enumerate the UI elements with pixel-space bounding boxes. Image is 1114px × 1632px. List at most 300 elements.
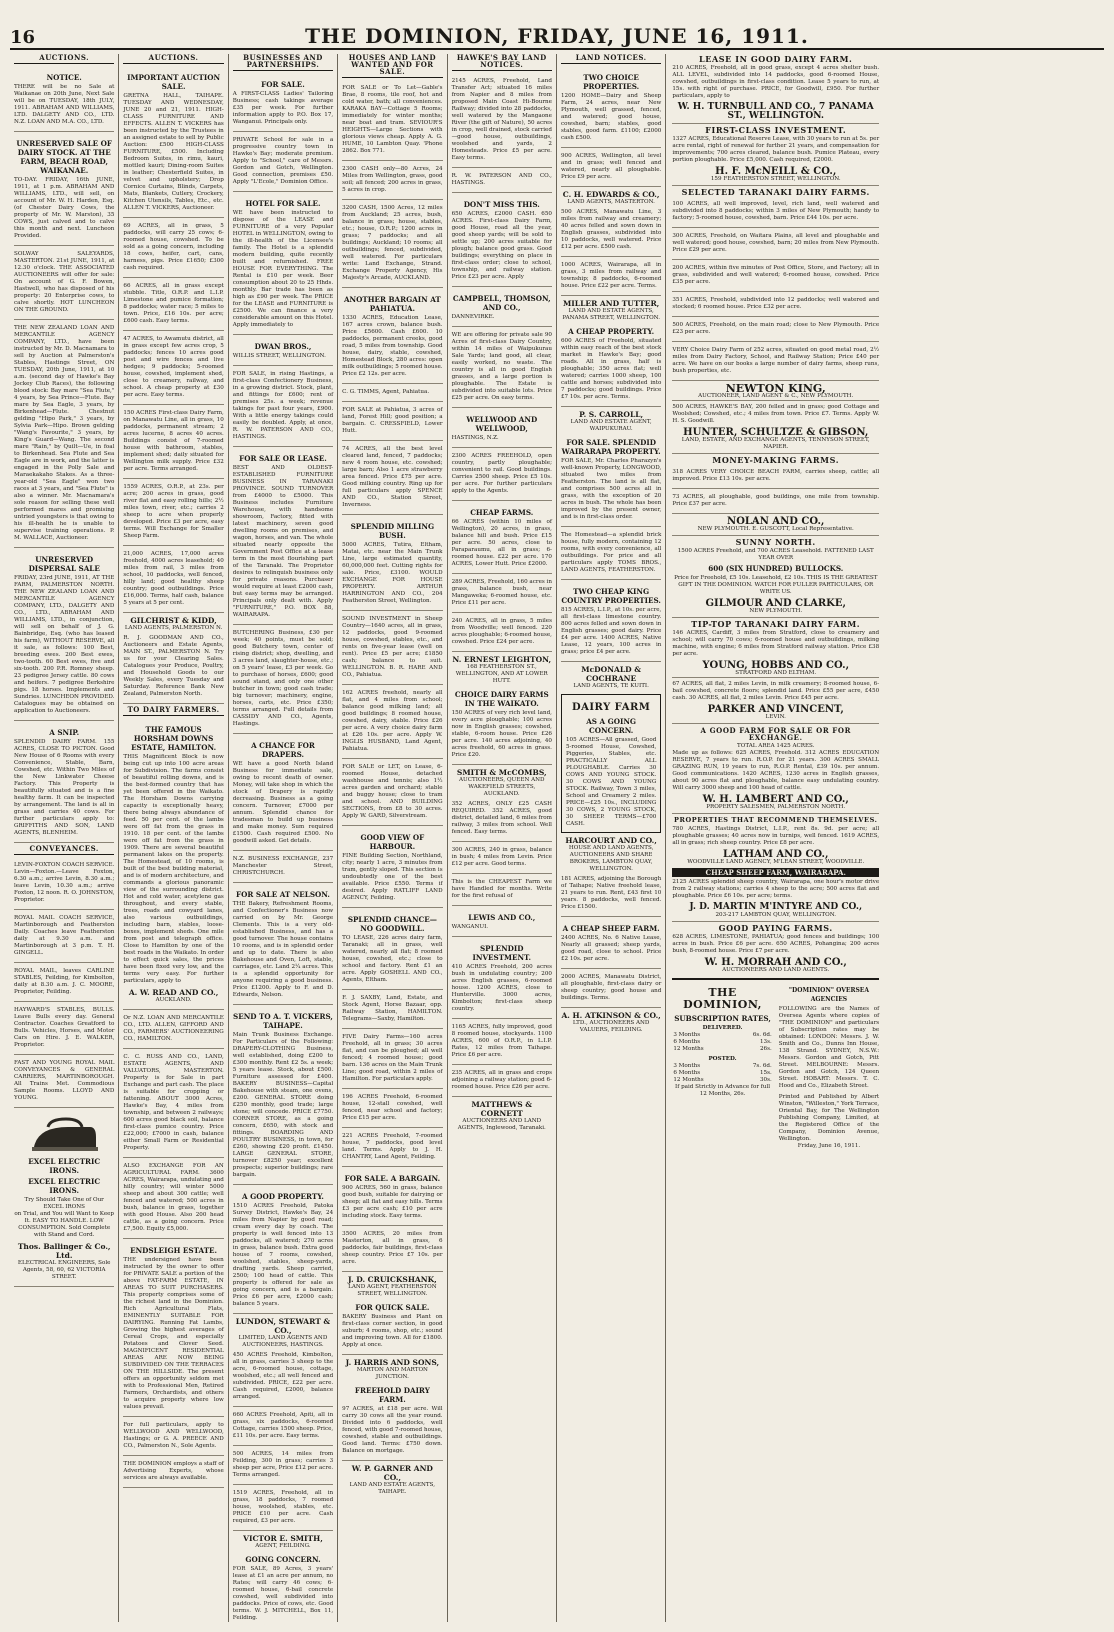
rate-row <box>672 1063 772 1070</box>
overseas-box <box>779 984 879 1150</box>
rate-period: 6 Months <box>673 1039 701 1045</box>
classified-ad <box>342 1298 442 1355</box>
gilmour-agent: GILMOUR AND CLARKE, <box>705 598 846 609</box>
classified-ad <box>14 723 114 843</box>
ad-body: 240 ACRES, all in grass, 5 miles from Woodville; well fenced. 220 acres ploughable; 6-roomed house, cowshed. Price £24 per acre. <box>451 618 552 645</box>
classified-ad <box>561 433 661 527</box>
ad-body: C. C. RUSS AND CO., LAND, ESTATE AGENTS, AND VALUATORS, MASTERTON. Property is for Sale in part Exchange and part cash. The place is suitable for cropping or fattening. ABOUT 3000 Acres, Hawke's Bay, 4 miles from township, and between 2 railways; 600 acres good black soil, balance first-class pumice country. Price £22,000; £7000 in cash, balance either Small Farm or Residential Property. <box>123 1054 224 1151</box>
agent-name: A. H. ATKINSON & CO., <box>561 1011 661 1020</box>
posted-note: If paid Strictly in Advance for full 12 Months, 26s. <box>675 1084 771 1097</box>
taranaki-heading: SELECTED TARANAKI DAIRY FARMS. <box>672 185 879 196</box>
ad-list <box>233 1349 333 1531</box>
column-right-land <box>666 54 885 1622</box>
classified-ad <box>123 220 223 278</box>
invest-body: 1327 ACRES, Educational Reserve Lease, with 30 years to run at 5s. per acre rental, right of renewal for further 21 years, and compensation for improvements; 700 acres cleared, balance bush. Pumice Plateau, every portion ploughable. Price £5,000. Cash required, £2000. <box>672 136 880 163</box>
column-auctions-2 <box>119 54 228 1622</box>
ad-body: F. J. SAXBY, Land, Estate, and Stock Agent, Horse Bazaar, opp. Railway Station, HAMILTON. Telegrams—Saxby, Hamilton. <box>342 995 443 1022</box>
agent-name: J. D. CRUICKSHANK, <box>348 1275 437 1284</box>
rate-row <box>672 1039 772 1046</box>
agent-address: LAND AND ESTATE AGENTS, TAIHAPE. <box>349 1482 436 1495</box>
ad-heading: HOTEL FOR SALE. <box>245 199 321 208</box>
ad-body: 196 ACRES Freehold, 6-roomed house, 12-stall cowshed, well fenced, near school and factory; Price £15 per acre. <box>342 1094 443 1121</box>
ad-body: This is the CHEAPEST Farm we have Handled for months. Write for the first refusal of <box>451 879 552 899</box>
ad-body: WE are offering for private sale 90 Acres of first-class Dairy Country, within 14 miles of Waipukurau Sale Yards; land good, all clear, easily worked, no waste. The country is all in good English grasses, and a large portion is ploughable. The Estate is subdivided into suitable lots. Price £25 per acre. On easy terms. <box>451 332 552 401</box>
classified-ad <box>342 290 442 384</box>
ad-body: 150 ACRES First-class Dairy Farm, on Manawatu Line, all in grass, 10 paddocks, permanent stream; 2 acres lucerne, 8 acres 40 acres. Buildings consist of 7-roomed house with bathroom, stables, implement shed; daily situated for Wellington milk supply. Price £32 per acre. Terms arranged. <box>123 410 224 472</box>
ad-body: 235 ACRES, all in grass and crops adjoining a railway station; good 6-roomed house. Price £26 per acre. <box>451 1070 552 1090</box>
ad-heading: FOR QUICK SALE. <box>355 1303 430 1312</box>
ad-heading: LEWIS AND CO., <box>468 913 536 922</box>
rate-period: 12 Months <box>673 1046 704 1052</box>
levin-body: 67 ACRES, all flat, 2 miles Levin, in milk creamery; 8-roomed house, 6-bail cowshed, concrete floors; splendid land. Price £55 per acre, £450 cash. 30 ACRES, all flat, 2 miles Levin. Price £45 per acre. <box>672 677 879 702</box>
recommend-heading: PROPERTIES THAT RECOMMEND THEMSELVES. <box>672 813 879 824</box>
classified-ad <box>561 322 661 407</box>
young-agent: YOUNG, HOBBS AND CO., <box>702 660 850 671</box>
classified-ad <box>342 386 442 402</box>
ad-body: BUTCHERING Business, £30 per week; 40 points, must be sold; good Butchery town, center of rising district; shop, dwelling, and 3 acres land, slaughter-house, etc.; on 5 years' lease, £3 per week. Go to purchase of horses, £600; good sound stand, and only one other butcher in town; good cash trade; big turnover; machinery, engine, horses, carts, etc. Price £350; terms arranged. Full details from CASSIDY AND CO., Agents, Hastings. <box>232 630 334 727</box>
column-heading: HOUSES AND LAND WANTED AND FOR SALE. <box>342 54 442 78</box>
column-heading: AUCTIONS. <box>123 54 223 64</box>
agent-address: LAND AND ESTATE AGENT, WAIPUKURAU. <box>570 419 652 432</box>
ad-heading: A SNIP. <box>49 728 80 737</box>
tiptop-heading: TIP-TOP TARANAKI DAIRY FARM. <box>672 617 879 628</box>
ad-body: GRETNA HALL, TAIHAPE. TUESDAY AND WEDNESDAY, JUNE 20 and 21, 1911. HIGH-CLASS FURNITURE AND EFFECTS. ALLEN T. VICKERS has been instructed by the Trustees in an assigned estate to sell by Public Auction: £500 HIGH-CLASS FURNITURE, £500. Including Bedroom Suites, in rimu, kauri, mottled kauri; Dining-room Suites in leather; Chesterfield Suites, in velvet and upholstery; Drop Cornice Curtains, Blinds, Carpets, Mats, Blankets, Cutlery, Crockery, Kitchen Utensils, Tables, Etc., etc. ALLEN T. VICKERS, Auctioneer. <box>123 93 224 211</box>
ad-body: 410 ACRES Freehold, 200 acres bush in undulating country; 200 acres English grasses, 6-roomed house. 1200 ACRES, close to Hunterville. 3000 acres, Kimbolton; first-class sheep country. <box>451 964 552 1012</box>
agent-address: AUCKLAND. <box>155 997 192 1003</box>
dairy-heading: TO DAIRY FARMERS. <box>123 706 223 716</box>
ad-body: TO-DAY. FRIDAY, 16th JUNE, 1911, at 1 p.m. ABRAHAM AND WILLIAMS, LTD., will sell, on account of Mr. W. H. Harden, Esq. (of Chester Dairy Cows, the property of Mr. W. Marston), 35 COWS, just calved and to calve this month and next. Luncheon Provided. <box>14 177 115 239</box>
agent-address: AUCTIONEERS AND LAND AGENTS, Inglewood, Taranaki. <box>457 1118 546 1131</box>
sunny-body-2: Price for Freehold, £5 10s. Leasehold, £2 10s. THIS IS THE GREATEST GIFT IN THE DOMINION. WATCH FOR FULLER PARTICULARS, OR WRITE US. <box>674 575 878 595</box>
good-farm-body: Made up as follows: 625 ACRES, Freehold. 312 ACRES EDUCATION RESERVE, 7 years to run. R.O.P. for 21 years. 300 ACRES SMALL GRAZING RUN, 19 years to run, R.O.P. Rental, £39 10s. per annum. Good communications. 1420 ACRES, 1230 acres in English grasses, about 90 acres flat and ploughable, balance easy undulating country. Will carry 3000 sheep and 100 head of cattle. <box>672 750 880 791</box>
agent-name: N. ERNEST LEIGHTON, <box>452 655 552 664</box>
ad-list <box>342 1381 442 1461</box>
classified-ad <box>342 443 442 515</box>
ad-heading: DWAN BROS., <box>254 342 312 351</box>
classified-ad <box>123 1051 223 1158</box>
money-heading: MONEY-MAKING FARMS. <box>672 453 879 464</box>
classified-ad <box>452 798 552 842</box>
invest-heading: FIRST-CLASS INVESTMENT. <box>672 123 879 134</box>
agent-name: A. W. READ AND CO., <box>128 988 219 997</box>
ad-body: 1330 ACRES, Education Lease, 167 acres crown, balance bush. Price £5600. Cash £600. 10 paddocks, permanent creeks, good road, 5 miles from township. Good house, dairy, stable, cowshed, Homestead Block, 280 acres: open milk outbuildings; 5 roomed house. Price £2 12s. per acre. <box>342 315 443 377</box>
agent-name: J. HARRIS AND SONS, <box>345 1358 440 1367</box>
classified-ad <box>233 449 333 625</box>
classified-ad <box>14 322 114 548</box>
posted-heading: POSTED. <box>708 1056 737 1062</box>
ad-body: 69 ACRES, all in grass, 5 paddocks, will carry 25 cows; 6-roomed house, cowshed. To be sold as a going concern, including 18 cows, heifer, cart, cans, harness, pigs. Price £1650; £300 cash required. <box>123 223 224 271</box>
lease-body: 210 ACRES, Freehold, all in good grass, except 4 acres shelter bush. ALL LEVEL, subdivided into 14 paddocks, good 6-roomed House, cowshed, outbuildings in first-class condition. Lease 5 years to run, at 15s. with right of purchase. PRICE, for Goodwill, £950. For further particulars, apply to <box>672 65 880 99</box>
ad-list <box>233 1550 333 1622</box>
delivered-rates-table <box>672 1032 772 1053</box>
column-heading: HAWKE'S BAY LAND NOTICES. <box>452 54 552 71</box>
ad-list <box>452 75 552 652</box>
ad-body: C. G. TIMMS, Agent, Pahiatua. <box>342 389 430 395</box>
ad-body: 3500 ACRES, 20 miles from Masterton, all in grass, 6 paddocks, fair buildings, first-class sheep country. Price £7 10s. per acre. <box>342 1231 443 1265</box>
rate-row <box>672 1046 772 1053</box>
posted-rates-table <box>672 1063 772 1084</box>
ad-body: 181 ACRES, adjoining the Borough of Taihape; Native freehold lease, 21 years to run. Rent, £43 first 10 years. 8 paddocks, well fenced. Price £1500. <box>560 876 662 910</box>
agent-address: LAND AGENT, FEATHERSTON STREET, WELLINGTON. <box>348 1284 437 1297</box>
classified-ad <box>561 873 661 917</box>
rate-period: 12 Months <box>673 1077 704 1083</box>
classified-ad <box>233 627 333 734</box>
morrah-address: AUCTIONEERS AND LAND AGENTS. <box>722 967 830 973</box>
ad-heading: FOR SALE. A BARGAIN. <box>344 1174 441 1183</box>
list-item: HAYWARD'S STABLES, BULLS. Leave Bulls every day. General Contractor. Coaches Greatford to Bulls. Vehicles, Horses, and Motor Cars on Hire. J. E. WALKER, Proprietor. <box>14 1004 114 1055</box>
iron-advert <box>14 1110 114 1287</box>
ad-body: 66 ACRES, all in grass except stubble. Title, O.R.P. and L.I.P. Limestone and pumice formation; 8 paddocks; water race; 5 miles to town. Price, £16 10s. per acre; £600 cash. Easy terms. <box>123 283 224 324</box>
ad-heading: TWO CHOICE PROPERTIES. <box>583 73 640 91</box>
ad-list <box>561 433 661 662</box>
ad-body: BEST AND OLDEST-ESTABLISHED FURNITURE BUSINESS IN TARANAKI PROVINCE. SOUND TURNOVER from £4000 to £5000. This Business includes Furniture Warehouse, with handsome showroom, Factory, fitted with latest machinery, seven good dwelling rooms on premises, and wagon, horses, and van. The whole situated nearly opposite the Government Post Office at a lease term in the most flourishing part of the Taranaki. The Proprietor desires to relinquish business only for private reasons. Purchaser would require at least £2000 cash, but easy terms may be arranged. Principals only dealt with. Apply "FURNITURE," P.O. BOX 88, WAIRARAPA. <box>232 465 334 618</box>
classified-ad <box>452 908 552 937</box>
ad-heading: FOR SALE AT NELSON. <box>236 890 330 899</box>
column-houses-land <box>338 54 447 1622</box>
classified-ad <box>342 404 442 441</box>
ad-body: WILLIS STREET, WELLINGTON. <box>232 353 326 359</box>
ad-body: 600 ACRES of Freehold, situated within easy reach of the best stock market in Hawke's Bay; good roads. All in grass, half is ploughable; 350 acres flat; well watered; carries 1000 sheep, 100 cattle and horses; subdivided into 7 paddocks; good buildings. Price £7 10s. per acre. Terms. <box>560 338 662 400</box>
ad-body: WANGANUI. <box>451 924 489 930</box>
rate-row <box>672 1070 772 1077</box>
ad-body: 1165 ACRES, fully improved, good 8 roomed house, stockyards. 1100 ACRES, 600 of O.R.P., in L.I.P. Rates, 12 miles from Taihape. Price £6 per acre. <box>451 1024 552 1058</box>
ad-body: 1519 ACRES, Freehold, all in grass, 18 paddocks, 7 roomed house, woolshed, stables, etc. PRICE £10 per acre. Cash required, £3 per acre. <box>232 1490 334 1524</box>
ad-body: SOLWAY SALEYARDS, MASTERTON. 21st JUNE, 1911, at 12.30 o'clock. THE ASSOCIATED AUCTIONEERS will offer for sale: On account of G. F. Bowen, Hastwell, who has disposed of his property: 20 Enterprise cows, to calve shortly. HOT LUNCHEON ON THE GROUND. <box>14 251 115 313</box>
ad-heading: A CHANCE FOR DRAPERS. <box>251 741 315 759</box>
ad-list <box>342 82 442 1272</box>
ad-heading: WELLWOOD AND WELLWOOD, <box>466 415 538 433</box>
classified-ad <box>561 919 661 969</box>
ad-body: FOR SALE or LET, on Lease, 6-roomed House, detached washhouse and tennis; also 1½ acres garden and orchard; stable and buggy house; close to tram and school. AND BUILDING SECTIONS, from £8 to 30 acres. Apply W. GARD, Silverstream. <box>342 764 443 819</box>
ad-body: 1510 ACRES Freehold, Patoka Survey District, Hawke's Bay, 24 miles from Napier by good road; cream every day by coach. The property is well fenced into 13 paddocks, all watered; 270 acres in grass, balance bush. Extra good house of 7 rooms, cowshed, woolshed, stables, sheep-yards, drafting yards. Sheep carried, 2500; 100 head of cattle. This property is offered for sale as going concern, and is a bargain. Price £6 per acre, £2000 cash; balance 5 years. <box>232 1203 334 1307</box>
ad-heading: TWO CHEAP KING COUNTRY PROPERTIES. <box>561 587 661 605</box>
nolan-address: NEW PLYMOUTH. E. GUSCOTT, Local Representative. <box>697 526 854 532</box>
column-auctions-1 <box>10 54 119 1622</box>
list-item: 318 ACRES VERY CHOICE BEACH FARM, carries sheep, cattle; all improved. Price £13 10s. per acre. <box>672 466 879 489</box>
agent-address: LIMITED, LAND AGENTS AND AUCTIONEERS, HASTINGS. <box>238 1335 328 1348</box>
classified-ad <box>452 75 552 168</box>
dairy-box-subheading: AS A GOING CONCERN. <box>586 717 637 735</box>
masthead-title: THE DOMINION, FRIDAY, JUNE 16, 1911. <box>305 24 809 48</box>
classified-ad <box>342 1169 442 1226</box>
rate-period: 3 Months <box>673 1063 701 1069</box>
ad-body: 150 ACRES of very rich level land, every acre ploughable; 100 acres now in English grasses; cowshed, stable, 6-room house. Price £26 per acre. 140 acres adjoining, 40 acres freehold, 60 acres in grass. Price £20. <box>451 710 552 758</box>
list-item: 73 ACRES, all ploughable, good buildings, one mile from township. Price £37 per acre. <box>672 491 879 514</box>
list-item: VERY Choice Dairy Farm of 252 acres, situated on good metal road, 2½ miles from Dairy Factory, School, and Railway Station; Price £40 per acre. We have on our books a large number of dairy farms, sheep runs, bush properties, etc. <box>672 344 879 381</box>
ad-body: BAKERY Business and Plant on first-class corner section, in good suburb; 4 rooms, shop, etc.; sound and improving town. All for £1800. Apply at once. <box>342 1314 443 1348</box>
lease-heading: LEASE IN GOOD DAIRY FARM. <box>699 54 853 64</box>
lambert-address: PROPERTY SALESMEN, PALMERSTON NORTH. <box>706 804 846 810</box>
agent-name: W. P. GARNER AND CO., <box>351 1464 433 1482</box>
ad-body: DANNEVIRKE. <box>451 314 495 320</box>
ad-heading: CHEAP FARMS. <box>470 508 534 517</box>
ad-body: 289 ACRES, Freehold, 160 acres in grass, balance bush, near Mangaweka; 6-roomed house, etc. Price £11 per acre. <box>451 579 552 606</box>
agent-address: 168 FEATHERSTON ST., WELLINGTON, AND AT LOWER HUTT. <box>455 664 548 684</box>
ad-body: 2145 ACRES, Freehold, Land Transfer Act; situated 16 miles from Napier and 8 miles from proposed Main Coast Hi-Bourne Railway; divided into 28 paddocks, well watered by the Mangaone River (the gift of Nature), 50 acres in crop, well drained, stock carried—good house, outbuildings, woolshed and yards, 2 Homesteads. Price £5 per acre. Easy terms. <box>451 78 552 161</box>
agent-name: C. H. EDWARDS & CO., <box>562 190 660 199</box>
rates-title: THE DOMINION, <box>683 986 762 1011</box>
classified-ad <box>342 992 442 1029</box>
paying-body: 628 ACRES, LIMESTONE, PAHIATUA; good fences and buildings; 100 acres in bush. Price £6 per acre. 650 ACRES, Pohangina; 200 acres bush, 8-roomed house. Price £7 per acre. <box>672 934 880 954</box>
ad-body: 660 ACRES Freehold, Apiti, all in grass, six paddocks, 6-roomed Cottage, carries 1500 sheep. Price, £11 10s. per acre. Easy terms. <box>232 1412 334 1439</box>
ad-heading: GOING CONCERN. <box>245 1555 321 1564</box>
ad-body: FINE Building Section, Northland, city; nearly 1 acre, 3 minutes from tram, gently sloped. This section is undoubtedly one of the best available. Price £550. Terms if desired. Apply RATLIFF LAND AGENCY, Feilding. <box>342 853 443 901</box>
classified-ad <box>233 1349 333 1407</box>
latham-agent: LATHAM AND CO., <box>722 849 829 860</box>
classified-ad <box>233 1187 333 1314</box>
classified-ad <box>342 910 442 990</box>
classified-ad <box>342 1130 442 1167</box>
delivered-heading: DELIVERED. <box>702 1025 743 1031</box>
dairy-farm-box <box>561 694 661 833</box>
taranaki-agent: NEWTON KING, <box>725 382 826 395</box>
classified-ad <box>561 259 661 296</box>
overseas-heading: "DOMINION" OVERSEA AGENCIES <box>788 987 870 1003</box>
ad-heading: ENDSLEIGH ESTATE. <box>130 1246 218 1255</box>
list-item: ROYAL MAIL, leaves CARLINE STABLES, Feilding, for Kimbolton, daily at 8.30 a.m. J. C. MOORE, Proprietor, Feilding. <box>14 965 114 1002</box>
agent-name: McDONALD & COCHRANE <box>581 665 642 683</box>
column-land-notices <box>557 54 666 1622</box>
ad-heading: FREEHOLD DAIRY FARM. <box>354 1386 430 1404</box>
classified-ad <box>233 853 333 883</box>
rate-price: 7s. 6d. <box>752 1063 772 1069</box>
ad-list <box>452 685 552 765</box>
ad-heading: DON'T MISS THIS. <box>463 200 540 209</box>
list-item: 200 ACRES, within five minutes of Post Office, Store, and Factory; all in grass, subdivided and well watered; 6-roomed house, cowshed. Price £35 per acre. <box>672 262 879 292</box>
ad-body: THIS Magnificent Block is now being cut up into 100 acre areas for Subdivision. The farms consist of beautiful rolling downs, and is the best-formed country that has yet been offered in the Waikato. The Horsham Downs carrying capacity is exceptionally heavy, there being always abundance of feed. 50 per cent. of the lambs were off fat from the grass in 1910. 18 per cent. of the lambs were off fat from the grass in 1909. There are several beautiful permanent lakes on the property. The Homestead, of 10 rooms, is built of the best building material, and is of modern architecture, and commands a glorious panoramic view of the surrounding district. Hot and cold water, acetylene gas throughout, and every stable, trees, roads and cowyard lanes, also various outbuildings, including barn, stables, loose-boxes, implement sheds. One mile from post and telegraph office. Close to Hamilton by one of the best roads in the Waikato. In order to effect quick sales, the prices have been fixed very low, and the terms very easy. For further particulars, apply to <box>123 754 224 984</box>
ad-body: 66 ACRES (within 10 miles of Wellington), 20 acres, in grass, balance hill and bush. Price £15 per acre. 50 acres, close to Paraparaumu, all in grass; 6-roomed house. £22 per acre. 170 ACRES, Lower Hutt. Price £2000. <box>451 519 552 567</box>
rate-period: 3 Months <box>673 1032 701 1038</box>
parker-agent: PARKER AND VINCENT, <box>707 704 844 715</box>
column-heading: BUSINESSES AND PARTNERSHIPS. <box>233 54 333 71</box>
ad-body: 1000 ACRES, Wairarapa, all in grass, 3 miles from railway and township; 8 paddocks, 6-roomed house. Price £22 per acre. Terms. <box>560 262 662 289</box>
ad-body: 162 ACRES freehold, nearly all flat, and 4 miles from school; balance good milking land; all good buildings; 8 roomed house, cowshed, dairy, stable. Price £26 per acre. A very choice dairy farm at £26 10s. per acre. Apply W. INGLIS HUSBAND, Land Agent, Pahiatua. <box>342 690 443 752</box>
dairy-box-heading: DAIRY FARM <box>571 702 651 713</box>
ad-body: R. W. PATERSON AND CO., HASTINGS. <box>451 173 552 186</box>
agent-address: AUCTIONEERS, QUEEN AND WAKEFIELD STREETS, AUCKLAND. <box>458 777 545 797</box>
classified-ad <box>561 206 661 257</box>
ad-body: FOR SALE, 89 Acres, 3 years' lease at £1 an acre per annum, no Rates; will carry 46 cows; 6-roomed house, 6-bail concrete cowshed, well subdivided into paddocks. Price of cows, etc. Good terms. W. J. MITCHELL, Box 11, Feilding. <box>232 1566 334 1621</box>
classified-ad <box>14 550 114 721</box>
imprint: Printed and Published by Albert Winston, "Willeston," York Terrace, Oriental Bay, for The Wellington Publishing Company, Limited, at the Registered Office of the Company, Dominion Avenue, Wellington. <box>778 1094 880 1142</box>
ad-list <box>561 873 661 1008</box>
ad-body: FRIDAY, 23rd JUNE, 1911, AT THE FARM, PALMERSTON NORTH. THE NEW ZEALAND LOAN AND MERCANTILE AGENCY COMPANY, LTD., DALGETY AND CO., LTD., ABRAHAM AND WILLIAMS, LTD., in conjunction, will sell on behalf of J. G. Bainbridge, Esq. (who has leased his farm), WITHOUT RESERVE, all it sale, as follows: 100 Best, breeding ewes. 200 Best ewes, two-tooth. 60 Best ewes, five and six-tooth. 200 P.R. Romney sheep. 23 pedigree Jersey cattle. 80 cows and heifers. 7 pedigree Berkshire pigs. 18 horses. Implements and Sundries. LUNCHEON PROVIDED. Catalogues may be obtained on application to Auctioneers. <box>14 575 115 714</box>
ad-body: 900 ACRES, 560 in grass, balance good bush, suitable for dairying or sheep; all flat and easy hills. Terms £3 per acre cash; £10 per acre including stock. Easy terms. <box>342 1185 443 1219</box>
agent-address: AGENT, FEILDING. <box>255 1543 311 1549</box>
ad-body: 74 ACRES, all the best level cleared land, fenced, 7 paddocks; new 4 room house, etc. cowshed; large barn; Also 1 acre strawberry area fenced. Price £75 per acre. Good milking country. Ring up for full particulars apply SPENCE AND CO., Station Street, Inverness. <box>342 446 443 508</box>
martin-address: 203-217 LAMBTON QUAY, WELLINGTON. <box>715 912 837 918</box>
classified-ad <box>123 1419 223 1456</box>
classified-ad <box>342 613 442 685</box>
list-item: 351 ACRES, Freehold, subdivided into 12 paddocks; well watered and stocked; 6 roomed house. Price £32 per acre. <box>672 294 879 317</box>
iron-heading-3: Try Should Take One of Our EXCEL IRONS <box>24 1197 104 1210</box>
ad-body: THERE will be no Sale at Waikanae on 20th June, Next Sale will be on TUESDAY, 18th JULY, 1911. ABRAHAM AND WILLIAMS, LTD. DALGETY AND CO., LTD. N.Z. LOAN AND M.A. CO., LTD. <box>14 84 115 125</box>
ad-body: WE have a good North Island Business for immediate sale, owing to recent death of owner. Money, will take shop in which the stock of Drapery is rapidly decreasing. Business as a going concern. Turnover, £7000 per annum. Splendid chance for tradesman to build up business and make money. Sum required £1500. Cash required £500. No goodwill asked. Get details. <box>232 761 334 844</box>
money-list <box>672 466 879 514</box>
agent-name: P. S. CARROLL, <box>579 410 644 419</box>
classified-ad <box>342 828 442 908</box>
ad-body: WE have been instructed to dispose of the LEASE and FURNITURE of a very Popular HOTEL in WELLINGTON, owing to the ill-health of the Licensee's family. The Hotel is a splendid modern building, quite recently built and refurnished. FREE HOUSE FOR EVERYTHING. The Rental is £10 per week. Beer consumption about 20 to 25 Hhds. monthly. Bar trade has been as high as £90 per week. The PRICE for the LEASE and FURNITURE is £2500. We can finance a very considerable amount on this Hotel. Apply immediately to <box>232 210 334 328</box>
classified-ad <box>123 1241 223 1417</box>
classified-ad <box>561 971 661 1008</box>
classified-ad <box>342 202 442 288</box>
ad-body: For full particulars, apply to WELLWOOD AND WELLWOOD, Hastings; or G. A. PREECE AND CO., Palmerston N., Sole Agents. <box>123 1422 224 1449</box>
ad-body: 5000 ACRES, Tutira, Eltham, Matai, etc. near the Main Trunk Line, large estimated quantity, 60,000,000 feet. Cutting rights for sale. Price, £3100. WOULD EXCHANGE FOR HOUSE PROPERTY. ARTHUR HARRINGTON AND CO., 204 Featherston Street, Wellington. <box>342 542 443 604</box>
agent-address: LAND AGENTS, PALMERSTON N. <box>124 625 223 631</box>
wairarapa-body: 2125 ACRES splendid sheep country, Wairarapa, one hour's motor drive from 2 railway stations; carries 4 sheep to the acre; 500 acres flat and ploughable. Price £6 10s. per acre; terms. <box>672 879 880 899</box>
ad-body: FOR SALE at Pahiatua, 3 acres of land, Forest Hill; good position; a bargain. C. CRESSFIELD, Lower Hutt. <box>342 407 443 434</box>
agent-address: LAND AND ESTATE AGENTS, PANAMA STREET, WELLINGTON. <box>562 308 660 321</box>
sunny-heading: SUNNY NORTH. <box>672 535 879 546</box>
ad-list <box>233 75 333 1314</box>
rate-row <box>672 1032 772 1039</box>
bullocks-heading: 600 (SIX HUNDRED) BULLOCKS. <box>708 564 844 573</box>
agent-name: LUNDON, STEWART & CO., <box>235 1317 331 1335</box>
dairy-advert <box>123 720 223 1010</box>
ad-body: 352 ACRES, ONLY £25 CASH REQUIRED. 352 ACRES, good district, detailed land, 6 miles from railway, 3 miles from school. Well fenced. Easy terms. <box>451 801 552 835</box>
agent-name: HARCOURT AND CO., <box>565 836 657 845</box>
ad-body: FIVE Dairy Farms—160 acres Freehold, all in grass; 30 acres flat, and can be ploughed; all well fenced; 4 roomed house; good barn. 136 acres on the Main Trunk Line; good road, within 2 miles of Hamilton. For particulars apply. <box>342 1034 443 1082</box>
ad-heading: GOOD VIEW OF HARBOUR. <box>360 833 425 851</box>
lease-agent: W. H. TURNBULL AND CO., 7 PANAMA ST., WELLINGTON. <box>677 102 874 121</box>
classified-ad <box>123 1458 223 1488</box>
masthead <box>10 8 1104 50</box>
conveyances-heading: CONVEYANCES. <box>14 845 114 855</box>
classified-ad <box>452 329 552 408</box>
gilmour-address: NEW PLYMOUTH. <box>749 608 803 614</box>
ad-heading: SPLENDID CHANCE—NO GOODWILL. <box>347 915 437 933</box>
ad-body: THE Bakery, Refreshment Rooms, and Confectioner's Business now carried on by Mr. George Clements. This is a very old-established Business, and has a good turnover. The house contains 10 rooms, and is in splendid order and up to date. There is also Bakehouse and Oven, Loft, stable, carriages, etc. Land 2¼ acres. This is a splendid opportunity for anyone requiring a good business. Price £1200. Apply to F. and D. Edwards, Nelson. <box>232 901 334 998</box>
ad-body: 2300 ACRES FREEHOLD, open country, partly ploughable; convenient to rail. Good buildings. Carries 2500 sheep. Price £5 10s. per acre. For further particulars apply to the Agents. <box>451 453 552 494</box>
ad-heading: UNRESERVED SALE OF DAIRY STOCK. AT THE FARM, BEACH ROAD, WAIKANAE. <box>16 139 113 175</box>
agent-name: GILCHRIST & KIDD, <box>130 616 217 625</box>
ad-body: PRIVATE School for sale in a progressive country town in Hawke's Bay; moderate premium. Apply to "School," care of Messrs. Gordon and Gotch, Wellington. Good connection, premises £50. Apply "L'Ecole," Dominion Office. <box>232 137 334 185</box>
classified-ad <box>452 615 552 652</box>
ad-body: 500 ACRES, Manawatu Line, 3 miles from railway and creamery; 40 acres felled and sown down in English grasses, subdivided into 10 paddocks, well watered. Price £12 per acre. £500 cash. <box>560 209 662 250</box>
nolan-agent: NOLAN AND CO., <box>727 516 825 527</box>
invest-agent: H. F. McNEILL & CO., <box>715 166 837 177</box>
classified-ad <box>123 548 223 613</box>
ad-list <box>561 322 661 407</box>
hunter-agent-address: LAND, ESTATE, AND EXCHANGE AGENTS, TENNYSON STREET, NAPIER. <box>681 437 870 450</box>
latham-address: WOODVILLE LAND AGENCY, M'LEAN STREET, WOODVILLE. <box>687 859 865 865</box>
classified-ad <box>452 195 552 287</box>
ad-body: 21,000 ACRES, 17,000 acres freehold, 4000 acres leasehold; 40 miles from rail, 3 miles from school, 10 paddocks, well fenced, hilly land; good healthy sheep country; good outbuildings. Price £16,000. Terms, half cash, balance 5 years at 5 per cent. <box>123 551 224 606</box>
dairy-box-body: 105 ACRES—All grassed, Good 5-roomed House, Cowshed, Piggeries, Stables, etc. PRACTICALLY ALL PLOUGHABLE. Carries 30 COWS AND YOUNG STOCK. 30 COWS AND YOUNG STOCK. Railway, Town 3 miles, School and Creamery 2 miles. PRICE—£25 10s., INCLUDING 30 COWS, 2 YOUNG STOCK, 30 SHEEP. TERMS—£700 CASH. <box>565 737 657 827</box>
overseas-body: FOLLOWING are the Names of Oversea Agents where copies of "THE DOMINION" and particulars of Subscription rates may be obtained: LONDON: Messrs. J. W. Smith and Co., Dunns Inn House, 138 Strand. SYDNEY, N.S.W.: Messrs. Gordon and Gotch, Pitt Street. MELBOURNE: Messrs. Gordon and Gotch, 124 Queen Street. HOBART: Messrs. T. C. Hood and Co., Elizabeth Street. <box>778 1006 880 1089</box>
classified-ad <box>452 844 552 874</box>
agent-address: LAND AGENTS, MASTERTON. <box>567 199 655 205</box>
ad-heading: FOR SALE OR LEASE. <box>239 454 327 463</box>
paying-heading: GOOD PAYING FARMS. <box>672 921 879 932</box>
ad-heading: A CHEAP SHEEP FARM. <box>562 924 660 933</box>
classified-ad <box>233 1448 333 1485</box>
list-item: LEVIN-FOXTON COACH SERVICE. Levin—Foxton.—Leave Foxton, 6.30 a.m.; arrive Levin, 8.30 a.m.; leave Levin, 10.30 a.m.; arrive Foxton, 12 noon. R. O. JOHNSTON, Proprietor. <box>14 859 114 910</box>
ad-body: 47 ACRES, to Awamutu district, all in grass except few acres crop, 5 paddocks; fences 10 acres good post and wire fences and live hedges; 9 paddocks; 5-roomed house, cowshed, implement shed, close to creamery, railway, and school. A cheap property at £30 per acre. Easy terms. <box>123 336 224 398</box>
classified-ad <box>14 134 114 246</box>
ad-list <box>561 206 661 296</box>
list-item: 300 ACRES, Freehold, on Waitara Plains, all level and ploughable and well watered; good house, cowshed, barn; 20 miles from New Plymouth. Price £29 per acre. <box>672 230 879 260</box>
ad-body: FOR SALE, in rising Hastings, a first-class Confectionery Business, in a growing district. Stock, plant, and fittings for £600; rent of premises 25s. a week; revenue takings for past four years, £900. With a little energy takings could easily be doubled. Apply, at once, R. W. PATERSON AND CO., HASTINGS. <box>232 371 334 440</box>
agent-address: LTD., AUCTIONEERS AND VALUERS, FEILDING. <box>572 1020 650 1033</box>
ad-body: 2300 CASH only—80 Acres, 24 Miles from Wellington, grass, good soil; all fenced; 200 acres in grass, 5 acres in crop. <box>342 166 443 193</box>
iron-agent: Thos. Ballinger & Co., Ltd. <box>17 1242 111 1260</box>
classified-ad <box>233 194 333 335</box>
classified-ad <box>342 517 442 611</box>
ad-body: 450 ACRES Freehold, Kimbolton, all in grass, carries 3 sheep to the acre, 6-roomed house, cottage, woolshed, etc.; all well fenced and subdivided. PRICE, £22 per acre. Cash required, £2000, balance arranged. <box>232 1352 334 1400</box>
classified-ad <box>452 685 552 765</box>
classified-ad <box>452 289 552 327</box>
columns <box>10 54 1104 1622</box>
ad-heading: CHOICE DAIRY FARMS IN THE WAIKATO. <box>454 690 549 708</box>
classified-ad <box>233 736 333 851</box>
ad-body: 815 ACRES, L.I.P., at 10s. per acre, all first-class limestone country. 800 acres felled and sown down in English grasses; good dairy. Price £4 per acre. 1400 ACRES, Native Lease, 12 years, 100 acres in grass; price £4 per acre. <box>560 607 662 655</box>
classified-ad <box>123 333 223 405</box>
ad-body: FOR SALE, Mr. Charles Pharazyn's well-known Property, LONGWOOD, situated two miles from Featherston. The land is all flat, and comprises 500 acres all in grass, with the exception of 20 acres in bush. The whole has been improved by the present owner, and is in first-class order. <box>560 458 662 520</box>
classified-ad <box>14 248 114 320</box>
classified-ad <box>452 576 552 613</box>
parker-address: LEVIN. <box>765 714 786 720</box>
rate-price: 26s. <box>759 1046 772 1052</box>
ad-body: 3200 CASH, 1500 Acres, 12 miles from Auckland; 25 acres, bush, balance in grass; house, stables, etc.; house, O.R.P.; 1200 acres in grass; 7 paddocks; and all buildings; Auckland; 10 rooms; all outbuildings; fenced, subdivided, well watered. For particulars write: Land Exchange, Strand. Exchange Property Agency, His Majesty's Arcade, AUCKLAND. <box>342 205 443 281</box>
ad-body: ALSO EXCHANGE FOR AN AGRICULTURAL FARM. 3600 ACRES, Wairarapa, undulating and hilly country; will winter 5000 sheep and about 300 cattle; well fenced and watered; 500 acres in bush, balance in grass, together with good House. Also 200 head cattle, as a going concern. Price £7,500. Equity £5,000. <box>123 1163 224 1232</box>
electric-iron-illustration <box>28 1117 100 1155</box>
classified-ad <box>233 1487 333 1531</box>
list-item: ROYAL MAIL COACH SERVICE, Martinborough and Featherston Daily. Coaches leave Featherston daily at 9.30 a.m. and Martinborough at 3 p.m. T. H. GINGELL. <box>14 912 114 963</box>
ad-heading: SEND TO A. T. VICKERS, TAIHAPE. <box>233 1012 333 1030</box>
classified-ad <box>342 1381 442 1461</box>
agent-address: MARTON AND MARTON JUNCTION. <box>356 1367 428 1380</box>
ad-body: TO LEASE, 226 acres dairy farm, Taranaki; all in grass, well watered, nearly all flat; 8 roomed house, cowshed, etc.; close to school and factory. Rent £1 an acre. Apply GOSHELL AND CO., Agents, Eltham. <box>342 935 443 983</box>
ad-body: FOR SALE or To Let—Gable's Brae, 8 rooms, tile roof, hot and cold water, bath; all conveniences. KARAKA BAY—Cottage 5 Rooms; immediately for winter months; near boat and tram. SEVIOUR'S HEIGHTS—Large Sections with glorious views cheap. Apply A. G. HUME, 10 Lambton Quay. 'Phone 2862. Box 771. <box>342 85 443 154</box>
classified-ad <box>123 407 223 479</box>
ad-heading: IMPORTANT AUCTION SALE. <box>127 73 221 91</box>
rate-price: 6s. 6d. <box>752 1032 772 1038</box>
iron-body: on Trial, and You will Want to Keep It. EASY TO HANDLE. LOW CONSUMPTION. Sold Complete with Stand and Cord. <box>14 1211 115 1238</box>
classified-ad <box>561 150 661 187</box>
ad-list <box>561 68 661 187</box>
ad-list <box>452 798 552 1097</box>
classified-ad <box>123 632 223 704</box>
ad-body: 1559 ACRES, O.R.P., at 23s. per acre; 200 acres in grass, good river flat and easy rolling hills; 2½ miles town, river, etc.; carries 2 sheep to acre when properly developed. Price £3 per acre, easy terms. Will Exchange for Smaller Sheep Farm. <box>123 484 224 539</box>
classified-ad <box>561 529 661 580</box>
morrah-agent: W. H. MORRAH AND CO., <box>704 957 847 968</box>
ad-list <box>123 632 223 704</box>
classified-ad <box>233 134 333 192</box>
classified-ad <box>452 503 552 574</box>
page-number: 16 <box>10 27 36 48</box>
taranaki-list <box>672 198 879 381</box>
classified-ad <box>561 68 661 148</box>
ad-body: THE undersigned have been instructed by the owner to offer for PRIVATE SALE a portion of the above FAT-FARM ESTATE, IN AREAS TO SUIT PURCHASERS. This property comprises some of the richest land in the Dominion. Rich Agricultural Flats, EMINENTLY SUITABLE FOR DAIRYING. Running Fat Lambs, Growing the highest averages of Cereal Crops, and especially Potatoes and Clover Seed. MAGNIFICENT RESIDENTIAL AREAS ARE NOW BEING SUBDIVIDED ON THE TERRACES ON THE HILLSIDE. The present offers an opportunity seldom met with to Professional Men, Retired Farmers, Orchardists, and others to acquire property where low values prevail. <box>123 1257 224 1410</box>
column-heading: LAND NOTICES. <box>561 54 661 64</box>
ad-body: THE NEW ZEALAND LOAN AND MERCANTILE AGENCY COMPANY, LTD., have been instructed by Mr. D. Macnamara to sell by Auction at Palmerston's Stables, Hastings Street, ON TUESDAY, 20th June, 1911, at 10 a.m. (second day of Hawke's Bay Jockey Club Races), the following blood stock: Bay mare "Sea Flute," 4 years, by Sea Prince—Flute. Bay mare by Sea Eagle, 3 years, by Birkenhead—Flute. Chestnut gelding "Hipo Park," 3 years, by Sylvia Park—Hipo. Brown gelding "Wang's Favourite," 3 years, by King's Guard—Wang. The second mare "Rain," by Quilt—Ue, in foal to Birkenhead. Sea Flute and Sea Eagle are in work, and the latter is engaged in the Polly Sale and Maraekakaho Stakes. As a three-year-old "Sea Eagle" won two races at 3 years, and "Sea Flute" is also a winner. Mr. Macnamara's sole reason for selling these well performed mares and promising untried youngsters is that owing to his ill-health he is unable to supervise training operations. P. M. WALLACE, Auctioneer. <box>14 325 115 541</box>
classified-ad <box>14 68 114 132</box>
classified-ad <box>233 75 333 132</box>
ad-list <box>14 68 114 843</box>
hawkes-body: 500 ACRES, HAWKE'S BAY, 200 felled and in grass; good Cottage and Woolshed; Cowshed, etc.; 4 miles from town. Price £7. Terms. Apply W. H. S. Goodwill. <box>672 400 879 425</box>
ad-list <box>342 1298 442 1355</box>
ad-body: R. J. GOODMAN AND CO., Auctioneers and Estate Agents, MAIN ST., PALMERSTON N. Try us for your Clearing Sales. Catalogues your Produce, Poultry, and Household Goods to our Weekly Sales, every Tuesday and Saturday. Reference Bank New Zealand, Palmerston North. <box>123 635 224 697</box>
classified-ad <box>233 885 333 1005</box>
recommend-body: 780 ACRES, Hastings District, L.I.P., rent 8s. 9d. per acre; all ploughable grasses; 40 acres now in turnips, well fenced. 1619 ACRES, all in grass; rich sheep country. Price £8 per acre. <box>672 826 880 846</box>
good-farm-heading: A GOOD FARM FOR SALE OR FOR EXCHANGE. <box>672 723 879 741</box>
ad-heading: UNRESERVED DISPERSAL SALE <box>28 555 100 573</box>
ad-body: 221 ACRES Freehold, 7-roomed house, 7 paddocks, good level land. Terms. Apply to J. H. CHANTRY, Land Agent, Feilding. <box>342 1133 443 1160</box>
classified-ad <box>233 1550 333 1622</box>
rate-period: 6 Months <box>673 1070 701 1076</box>
classified-ad <box>561 582 661 662</box>
